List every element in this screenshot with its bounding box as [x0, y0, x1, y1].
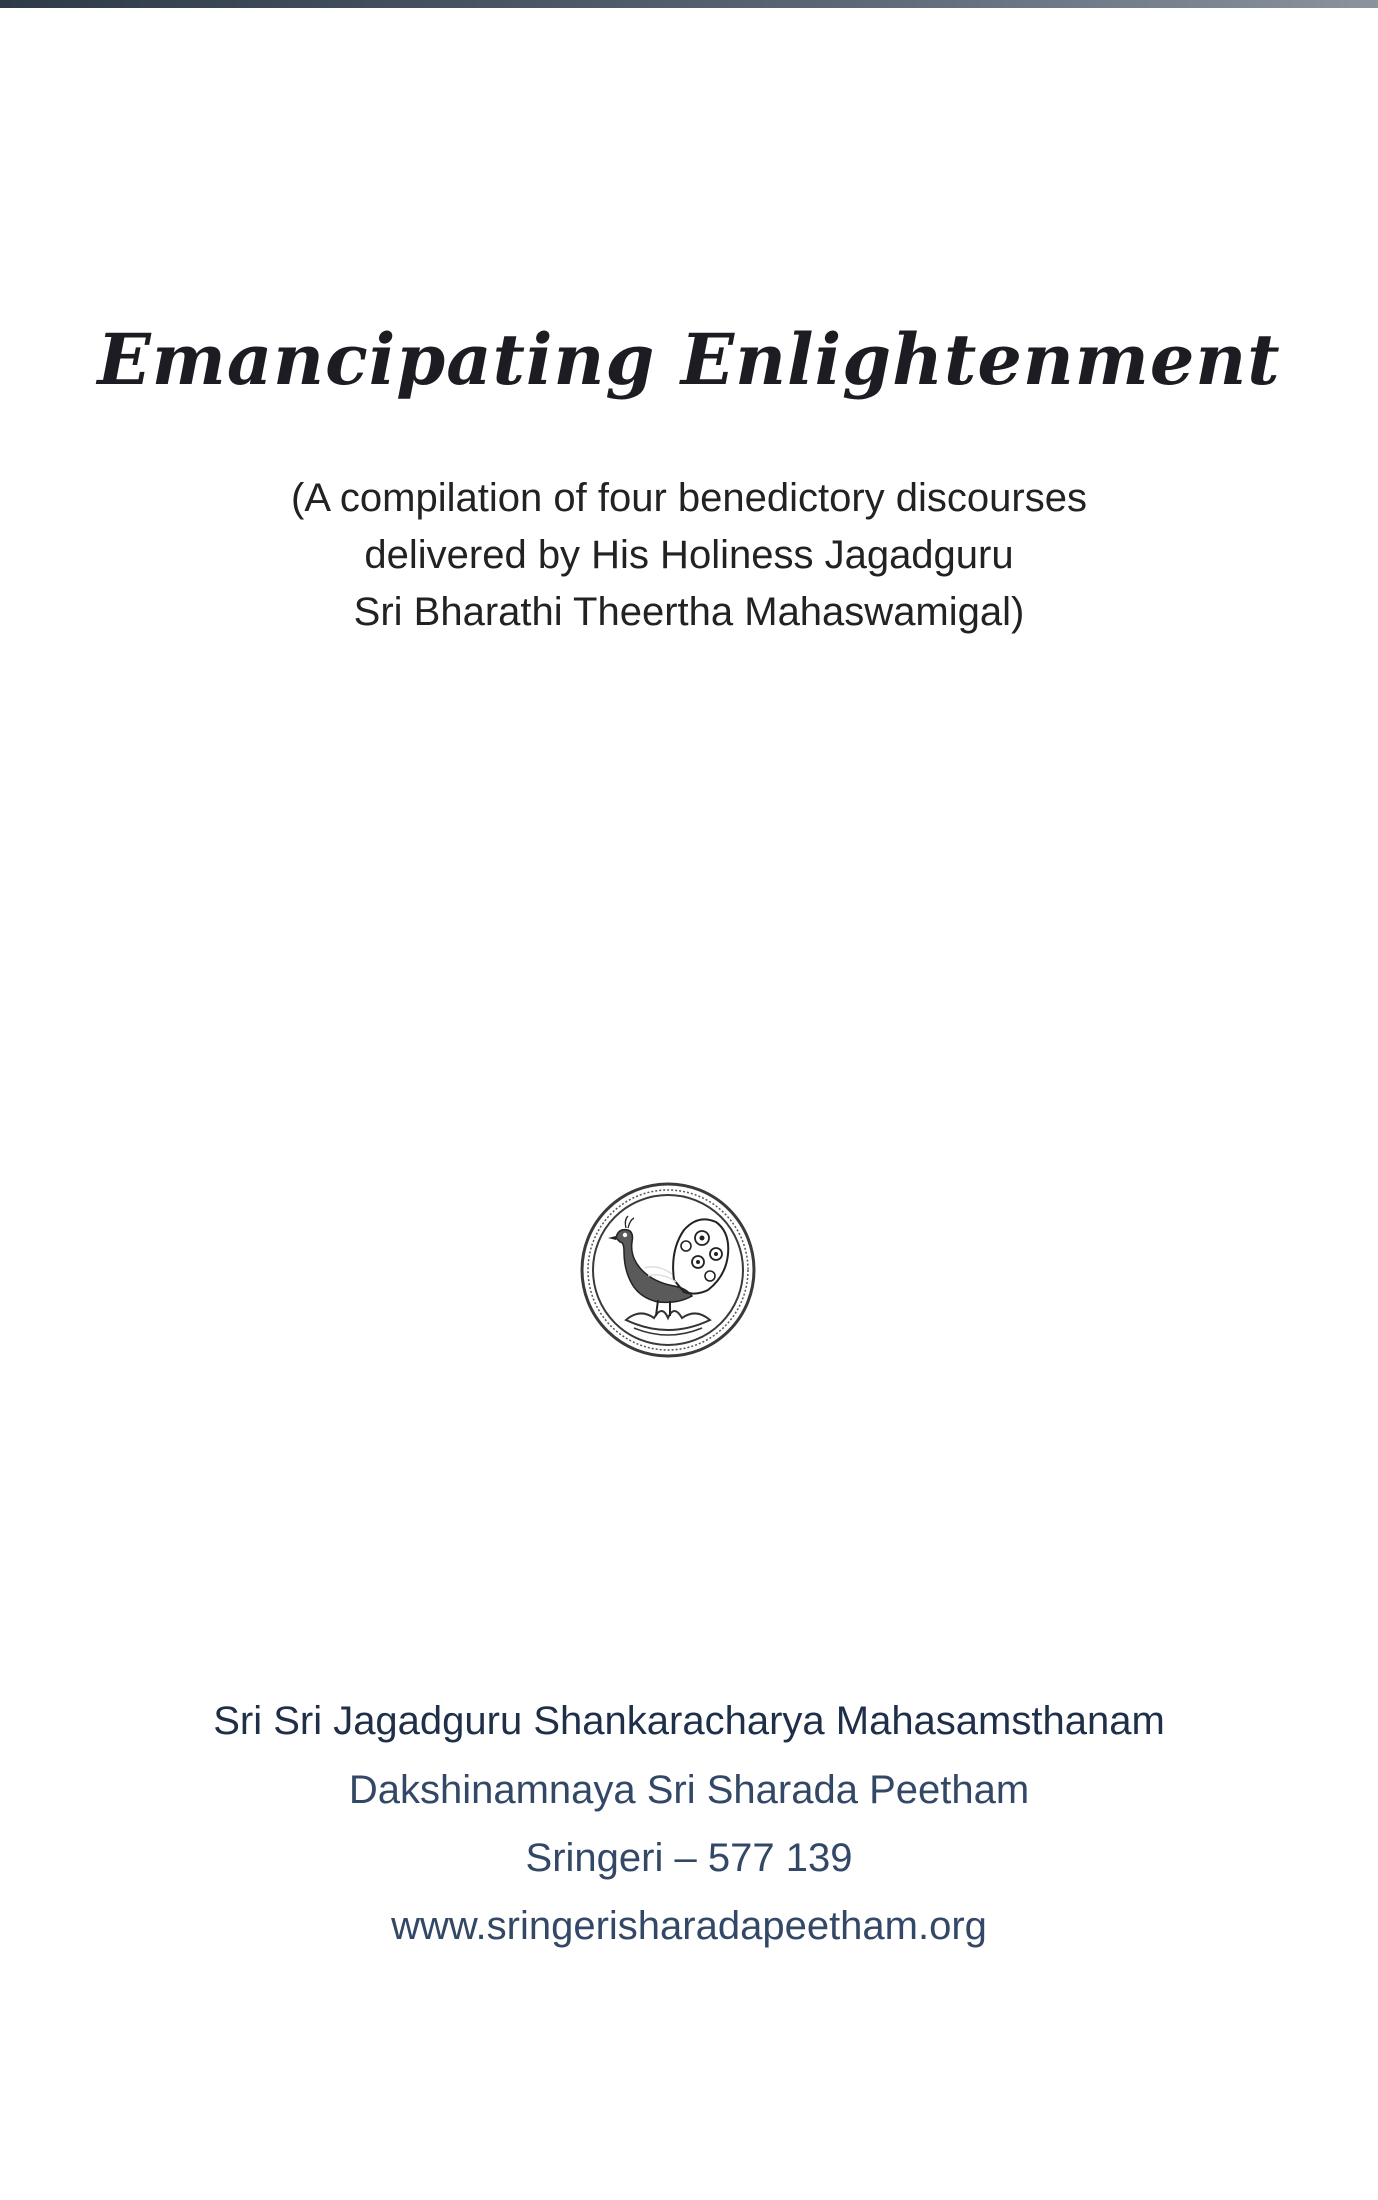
book-subtitle: [0, 470, 1378, 641]
publisher-block: [0, 1686, 1378, 1960]
page-top-edge: [0, 0, 1378, 8]
subtitle-line: Sri Bharathi Theertha Mahaswamigal): [353, 590, 1025, 634]
peacock-on-lotus-emblem-icon: [578, 1180, 758, 1360]
subtitle-line: (A compilation of four benedictory discourses: [291, 476, 1087, 520]
publisher-website[interactable]: www.sringerisharadapeetham.org: [391, 1904, 987, 1948]
book-title: Emancipating Enlightenment: [97, 318, 1281, 401]
subtitle-line: delivered by His Holiness Jagadguru: [364, 533, 1014, 577]
publisher-name: Sri Sri Jagadguru Shankaracharya Mahasamsthanam: [213, 1699, 1165, 1743]
publisher-place: Sringeri – 577 139: [525, 1836, 853, 1880]
publisher-peetham: Dakshinamnaya Sri Sharada Peetham: [348, 1768, 1030, 1812]
